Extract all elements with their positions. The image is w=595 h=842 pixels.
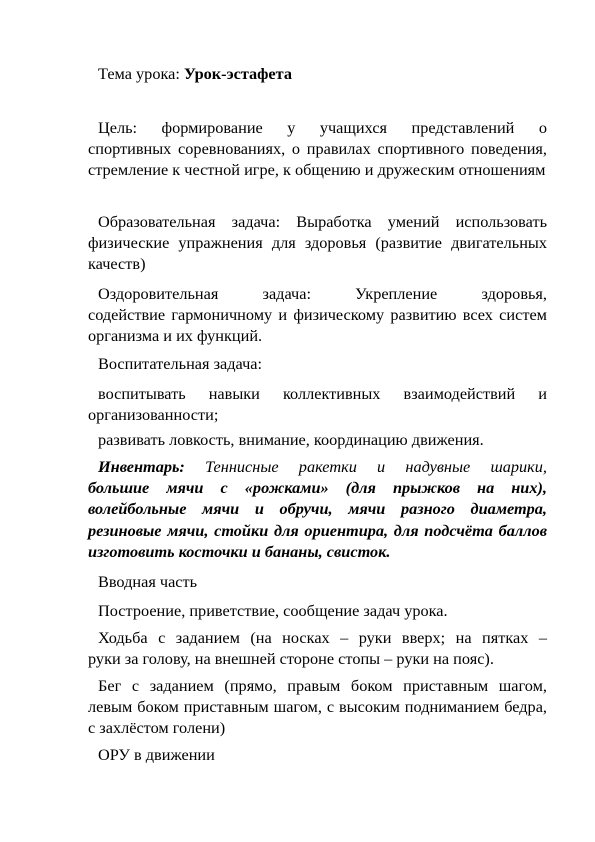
oru-heading: ОРУ в движении [98,745,215,764]
upb1-first-line: воспитывать навыки коллективных взаимодействий и [98,384,547,403]
upbringing-item-2: развивать ловкость, внимание, координацию движения. [98,430,484,449]
formation-line: Построение, приветствие, сообщение задач урока. [98,601,448,620]
walk-first-line: Ходьба с заданием (на носках – руки вверх; на пятках – [98,628,547,647]
intro-heading: Вводная часть [98,572,198,591]
edu-first-line: Образовательная задача: Выработка умений использовать [98,212,547,231]
goal-first-line: Цель: формирование у учащихся представлений о [98,118,547,137]
walking-paragraph [88,627,547,669]
inventory-rest: большие мячи с «рожками» (для прыжков на них), волейбольные мячи и обручи, мячи разного диаметра, резиновые мячи, стойки для ориентира, для подсчёта баллов изготовить косточки и бананы, свисток. [88,478,547,561]
edu-rest: физические упражнения для здоровья (развитие двигательных качеств) [88,233,547,274]
walk-rest: руки за голову, на внешней стороне стопы – руки на пояс). [88,649,494,669]
run-rest: левым боком приставным шагом, с высоким подниманием бедра, с захлёстом голени) [88,697,547,738]
run-first-line: Бег с заданием (прямо, правым боком приставным шагом, [98,676,547,695]
health-task-paragraph [88,283,547,347]
inventory-label: Инвентарь: [98,457,185,476]
health-rest: содействие гармоничному и физическому развитию всех систем организма и их функций. [88,305,547,346]
inventory-lead: Теннисные ракетки и надувные шарики, [184,457,547,476]
topic-value: Урок-эстафета [183,64,292,83]
inv-first-line [98,456,547,477]
upb1-rest: организованности; [88,405,219,425]
topic-label: Тема урока: [98,64,184,83]
lesson-topic [88,63,488,84]
goal-rest: спортивных соревнованиях, о правилах спортивного поведения, стремление к честной игре, к общению и дружеским отношениям [88,139,547,180]
educational-task-paragraph [88,211,547,275]
health-first-line: Оздоровительная задача: Укрепление здоровья, [98,284,547,303]
upbringing-task-title: Воспитательная задача: [98,354,263,373]
inventory-paragraph [88,456,547,562]
goal-paragraph [88,117,547,181]
upbringing-item-1 [88,383,547,425]
running-paragraph [88,675,547,739]
